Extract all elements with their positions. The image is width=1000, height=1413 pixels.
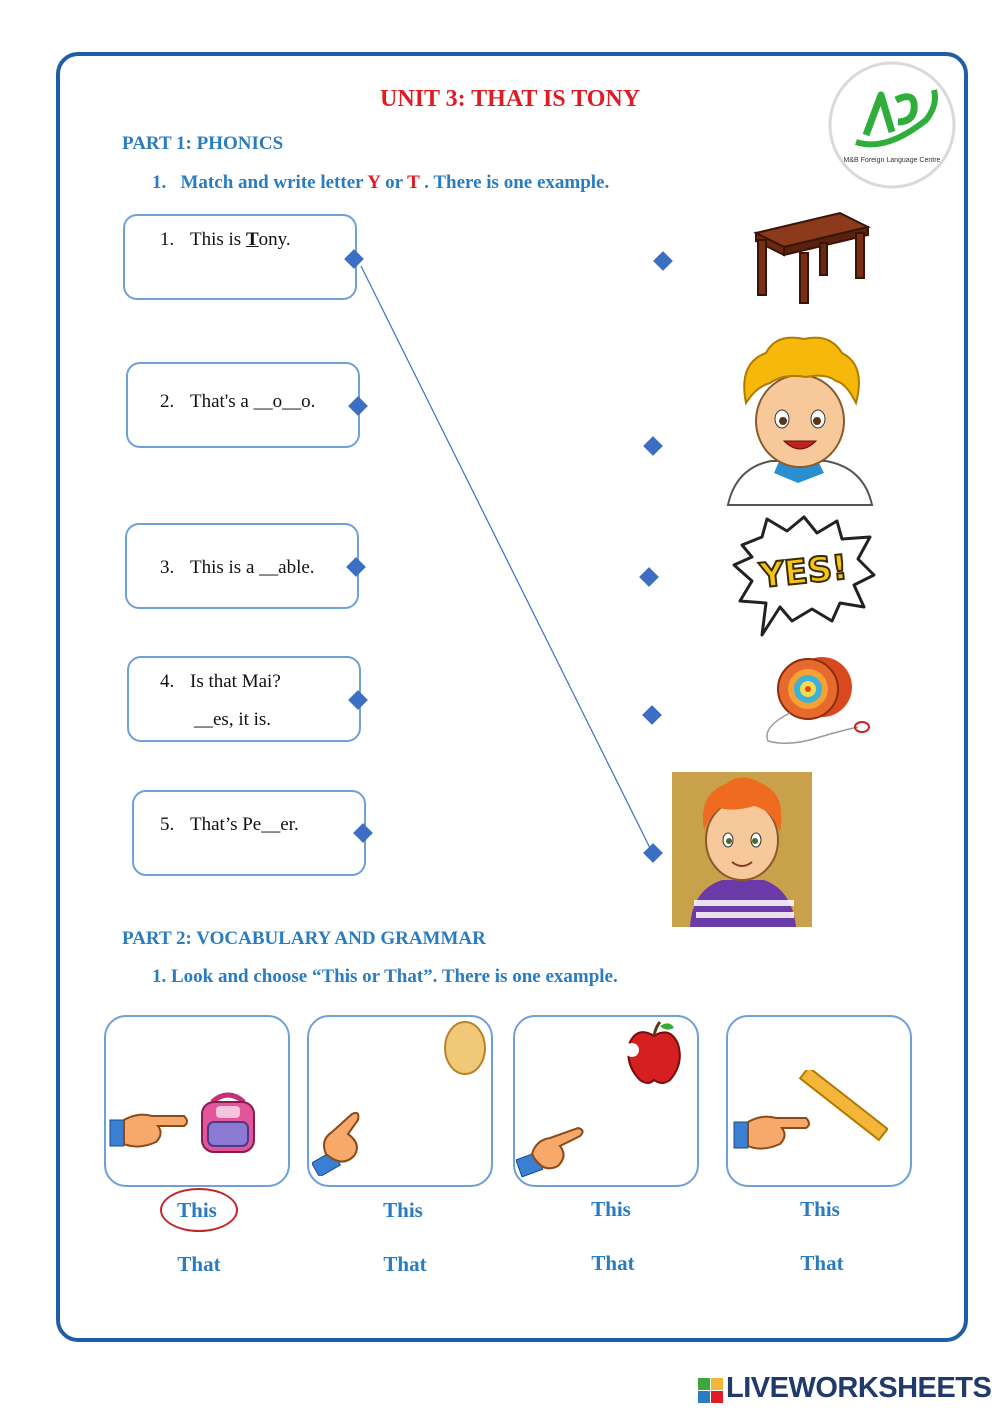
card3-option-this[interactable]: This bbox=[591, 1197, 631, 1221]
card1-option-that[interactable]: That bbox=[177, 1252, 221, 1276]
card2-option-this[interactable]: This bbox=[383, 1198, 423, 1222]
part1-instruction: 1. Match and write letter Y or T . There is one example. bbox=[152, 172, 610, 193]
footer-brand: LIVEWORKSHEETS bbox=[726, 1372, 992, 1404]
part2-instruction: 1. Look and choose “This or That”. There is one example. bbox=[152, 966, 618, 987]
phonics-item-1: 1. This is Tony. bbox=[160, 229, 291, 250]
card2-option-that[interactable]: That bbox=[383, 1252, 427, 1276]
school-bag-picture bbox=[192, 1088, 264, 1156]
phonics-item-5[interactable]: 5. That’s Pe__er. bbox=[160, 814, 299, 835]
part2-heading: PART 2: VOCABULARY AND GRAMMAR bbox=[122, 928, 486, 949]
card3-option-that[interactable]: That bbox=[591, 1251, 635, 1275]
peter-picture bbox=[672, 772, 812, 927]
ruler-picture bbox=[798, 1070, 888, 1142]
liveworksheets-icon bbox=[698, 1378, 724, 1404]
phonics-item-4[interactable]: 4. Is that Mai? bbox=[160, 671, 281, 692]
pointing-up-hand-icon bbox=[312, 1110, 374, 1176]
table-picture bbox=[748, 205, 873, 305]
pointing-hand-apple-icon bbox=[516, 1122, 586, 1182]
apple-picture bbox=[624, 1020, 684, 1086]
card1-option-this[interactable]: This bbox=[177, 1198, 217, 1222]
worksheet-title: UNIT 3: THAT IS TONY bbox=[380, 86, 641, 112]
yoyo-picture bbox=[760, 655, 875, 750]
curly-boy-picture bbox=[726, 333, 874, 507]
egg-picture bbox=[442, 1016, 488, 1076]
example-letter: T bbox=[245, 229, 259, 250]
phonics-item-2[interactable]: 2. That's a __o__o. bbox=[160, 391, 316, 412]
pointing-hand-icon bbox=[108, 1100, 190, 1152]
phonics-item-3[interactable]: 3. This is a __able. bbox=[160, 557, 315, 578]
card4-option-that[interactable]: That bbox=[800, 1251, 844, 1275]
yes-burst-picture bbox=[732, 515, 877, 640]
phonics-item-4-answer[interactable]: __es, it is. bbox=[194, 709, 272, 730]
logo-caption: M&B Foreign Language Centre bbox=[843, 157, 941, 164]
card4-option-this[interactable]: This bbox=[800, 1197, 840, 1221]
svg-text:YES!: YES! bbox=[757, 547, 850, 597]
part1-heading: PART 1: PHONICS bbox=[122, 133, 284, 154]
